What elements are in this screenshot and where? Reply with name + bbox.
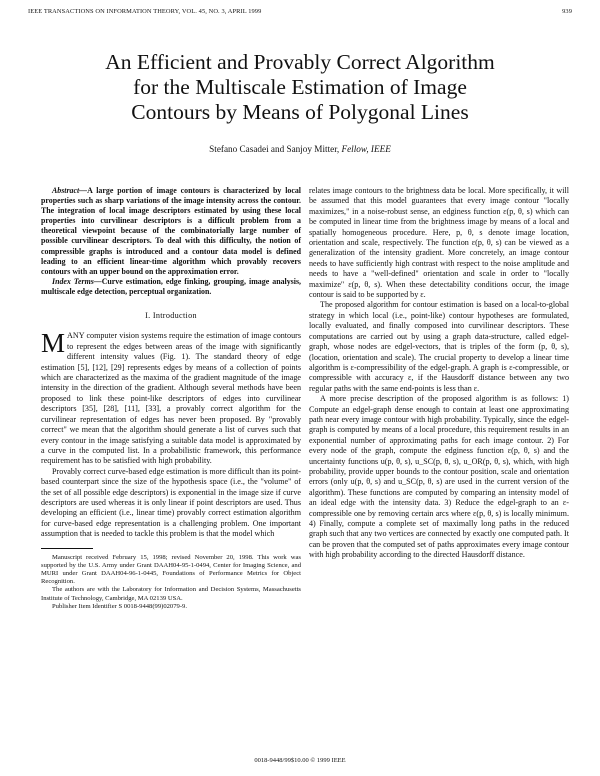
author-names: Stefano Casadei and Sanjoy Mitter, xyxy=(209,144,340,154)
index-terms-label: Index Terms— xyxy=(52,276,102,286)
left-column xyxy=(41,186,301,611)
title-line: for the Multiscale Estimation of Image xyxy=(133,75,467,99)
right-column xyxy=(309,186,569,561)
author-line xyxy=(0,144,600,154)
footnote-affiliation: The authors are with the Laboratory for Information and Decision Systems, Massachusetts Institute of Technology, Cambridge, MA 02139 USA. xyxy=(41,586,301,602)
footnote-manuscript: Manuscript received February 15, 1998; revised November 20, 1998. This work was supported by the U.S. Army under Grant DAAH04-95-1-0494, Center for Imaging Science, and MURI under Grant DAAH04-96-1-0445, Foundations of Performance Metrics for Object Recognition. xyxy=(41,553,301,586)
index-terms xyxy=(41,277,301,297)
intro-paragraph-text: ANY computer vision systems require the estimation of image contours to represent the edges between areas of the image with significantly different intensity values (Fig. 1). The standard theory of edge estimation [5], [12], [29] represents edges by means of a collection of points which are characterized as the maxima of the gradient magnitude of the image intensity in the direction of the gradient. Although several methods have been proposed to link these point-like descriptors of edges into curvilinear descriptors [35], [28], [11], [33], a provably correct algorithm for the curvilinear representation of edges has never been proposed. By "provably correct" we mean that the algorithm should generate a list of curves such that every contour in the image satisfying a suitable data model is approximated by a curve in the computed list. In a probabilistic framework, this performance requirement has to be satisfied with high probability. xyxy=(41,331,301,466)
abstract xyxy=(41,186,301,277)
drop-cap: M xyxy=(41,328,66,359)
intro-paragraph xyxy=(41,328,301,466)
abstract-text: A large portion of image contours is characterized by local properties such as sharp variations of the image intensity across the contour. The integration of local image descriptors estimated by using these local properties into curvilinear descriptors is a difficult problem from a theoretical viewpoint because of the combinatorially large number of possible curvilinear descriptors. To deal with this difficulty, the notion of compressible graphs is introduced and a contour data model is defined leading to an efficient linear-time algorithm which provably recovers contours with an upper bound on the approximation error. xyxy=(41,186,301,276)
body-paragraph: The proposed algorithm for contour estimation is based on a local-to-global strategy in which local (i.e., point-like) contour hypotheses are formulated, locally evaluated, and finally composed into curvilinear descriptors. These computations are carried out by using a graph data-structure, called edgel-graph, whose nodes are edgel-vectors, that is triples of the form (p, θ, s), (location, orientation and scale). The crucial property to develop a linear time algorithm is ε-compressibility of the edgel-graph. A graph is ε-compressible, or compressible with accuracy ε, if the Hausdorff distance between any two regular paths with the same end-points is less than ε. xyxy=(309,300,569,393)
body-paragraph: A more precise description of the proposed algorithm is as follows: 1) Compute an edgel-graph dense enough to contain at least one approximating path near every image contour with high probability. Typically, since the edgel-graph is computed by means of a local procedure, this requirement results in an exponential number of approximating paths for each image contour. 2) For every node of the graph, compute the edginess function ε(p, θ, s) and the uncertainty functions u(p, θ, s), u_SC(p, θ, s), u_OR(p, θ, s), which, with high probability, provide upper bounds to the contour position, scale and orientation errors (only u(p, θ, s) and u_SC(p, θ, s) are used in the current version of the algorithm). These functions are computed by comparing an intensity model of an ideal edge with the intensity data. 3) Reduce the edgel-graph to an ε-compressible one by removing certain arcs where ε(p, θ, s) is locally minimum. 4) Finally, compute a complete set of maximally long paths in the reduced graph such that any two vertices are connected by exactly one computed path. It can be proven that the computed set of paths approximates every image contour with high probability according to the directed Hausdorff distance. xyxy=(309,394,569,560)
title-line: Contours by Means of Polygonal Lines xyxy=(131,100,469,124)
body-paragraph: relates image contours to the brightness data be local. More specifically, it will be assumed that this model guarantees that every image contour "locally maximizes," in a noise-robust sense, an edginess function ε(p, θ, s) which can be computed in linear time from the brightness image by means of a local and spatially homogeneous procedure. Here, p, θ, s denote image location, orientation and scale, respectively. The function ε(p, θ, s) can be viewed as a generalization of the intensity gradient. More concretely, an image contour needs to have sufficiently high contrast with respect to the noise amplitude and needs to have a "well-defined" orientation and scale in order to "locally maximize" ε(p, θ, s). When these detectability conditions occur, the image contour is said to be supported by ε. xyxy=(309,186,569,300)
running-header xyxy=(28,8,572,18)
title-line: An Efficient and Provably Correct Algorithm xyxy=(105,50,495,74)
author-role: Fellow, IEEE xyxy=(341,144,391,154)
section-heading: I. Introduction xyxy=(145,311,197,321)
journal-header: IEEE TRANSACTIONS ON INFORMATION THEORY, VOL. 45, NO. 3, APRIL 1999 xyxy=(28,8,262,15)
copyright-footer: 0018-9448/99$10.00 © 1999 IEEE xyxy=(254,757,346,764)
body-paragraph: Provably correct curve-based edge estimation is more difficult than its point-based counterpart since the size of the hypothesis space (i.e., the "volume" of the set of all possible edge descriptors) is exponential in the image size if curve descriptors are used whereas it is only linear if point descriptors are used. Thus developing an efficient (i.e., linear time) provably correct estimation algorithm for curve-based edge representation is a challenging problem. One important assumption that is needed to tackle this problem is that the model which xyxy=(41,466,301,539)
index-terms-text: Curve estimation, edge finking, grouping, image analysis, multiscale edge detection, perceptual organization. xyxy=(41,276,301,296)
footnote-rule xyxy=(41,548,93,549)
paper-title xyxy=(0,50,600,125)
page-number: 939 xyxy=(562,8,572,15)
abstract-label: Abstract— xyxy=(52,186,88,195)
footnote-publisher-id: Publisher Item Identifier S 0018-9448(99)02079-9. xyxy=(52,602,187,610)
